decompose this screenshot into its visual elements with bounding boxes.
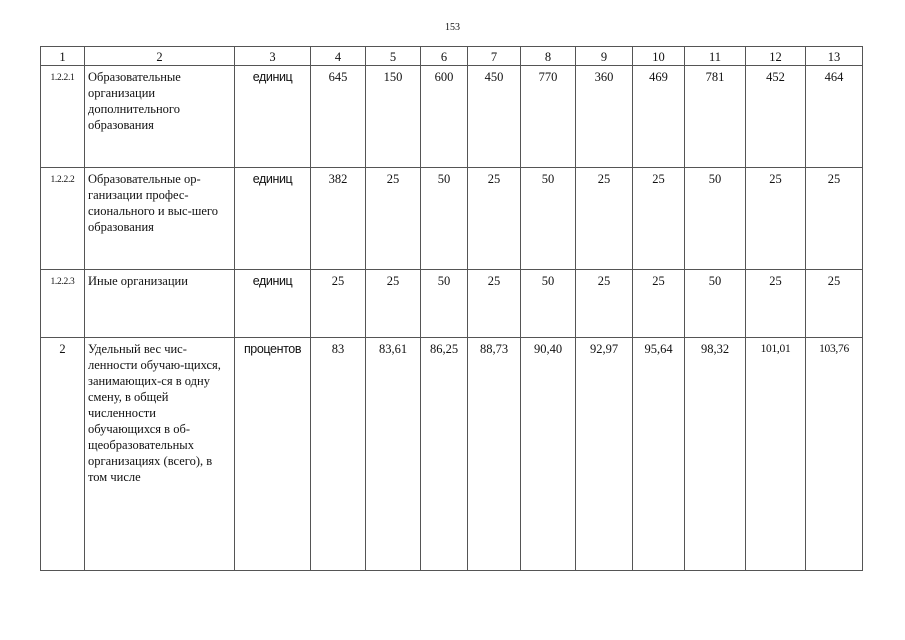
row-name: Иные организации xyxy=(85,270,235,338)
header-cell: 9 xyxy=(576,47,633,66)
value-cell: 25 xyxy=(311,270,366,338)
value-cell: 25 xyxy=(366,270,421,338)
value-cell: 92,97 xyxy=(576,338,633,571)
value-cell: 83,61 xyxy=(366,338,421,571)
header-cell: 3 xyxy=(235,47,311,66)
value-cell: 770 xyxy=(521,66,576,168)
value-cell: 50 xyxy=(521,270,576,338)
header-cell: 2 xyxy=(85,47,235,66)
header-cell: 11 xyxy=(685,47,746,66)
value-cell: 600 xyxy=(421,66,468,168)
value-cell: 25 xyxy=(633,168,685,270)
value-cell: 50 xyxy=(685,270,746,338)
value-cell: 98,32 xyxy=(685,338,746,571)
value-cell: 88,73 xyxy=(468,338,521,571)
value-cell: 25 xyxy=(746,270,806,338)
value-cell: 25 xyxy=(633,270,685,338)
header-cell: 12 xyxy=(746,47,806,66)
value-cell: 450 xyxy=(468,66,521,168)
header-cell: 10 xyxy=(633,47,685,66)
table-row xyxy=(41,338,863,571)
row-code: 2 xyxy=(41,338,85,571)
value-cell: 452 xyxy=(746,66,806,168)
value-cell: 25 xyxy=(576,168,633,270)
value-cell: 103,76 xyxy=(806,338,863,571)
value-cell: 95,64 xyxy=(633,338,685,571)
value-cell: 25 xyxy=(576,270,633,338)
row-code: 1.2.2.3 xyxy=(41,270,85,338)
row-unit: процентов xyxy=(235,338,311,571)
table-row xyxy=(41,270,863,338)
row-code: 1.2.2.1 xyxy=(41,66,85,168)
value-cell: 50 xyxy=(421,168,468,270)
value-cell: 50 xyxy=(685,168,746,270)
value-cell: 25 xyxy=(746,168,806,270)
value-cell: 25 xyxy=(806,270,863,338)
value-cell: 50 xyxy=(521,168,576,270)
header-cell: 1 xyxy=(41,47,85,66)
row-unit: единиц xyxy=(235,270,311,338)
row-name: Образовательные организации дополнительного образования xyxy=(85,66,235,168)
data-table xyxy=(40,46,863,571)
value-cell: 83 xyxy=(311,338,366,571)
header-cell: 7 xyxy=(468,47,521,66)
value-cell: 382 xyxy=(311,168,366,270)
value-cell: 360 xyxy=(576,66,633,168)
row-name: Удельный вес чис-ленности обучаю-щихся, занимающих-ся в одну смену, в общей численности обучающихся в об-щеобразовательных организациях (всего), в том числе xyxy=(85,338,235,571)
value-cell: 25 xyxy=(468,270,521,338)
value-cell: 645 xyxy=(311,66,366,168)
value-cell: 469 xyxy=(633,66,685,168)
table-row xyxy=(41,168,863,270)
header-cell: 6 xyxy=(421,47,468,66)
header-cell: 8 xyxy=(521,47,576,66)
value-cell: 25 xyxy=(468,168,521,270)
page-number: 153 xyxy=(445,22,460,33)
row-name: Образовательные ор-ганизации профес-сионального и выс-шего образования xyxy=(85,168,235,270)
header-cell: 4 xyxy=(311,47,366,66)
value-cell: 781 xyxy=(685,66,746,168)
row-code: 1.2.2.2 xyxy=(41,168,85,270)
value-cell: 101,01 xyxy=(746,338,806,571)
value-cell: 25 xyxy=(366,168,421,270)
value-cell: 464 xyxy=(806,66,863,168)
value-cell: 25 xyxy=(806,168,863,270)
value-cell: 50 xyxy=(421,270,468,338)
row-unit: единиц xyxy=(235,168,311,270)
row-unit: единиц xyxy=(235,66,311,168)
header-cell: 13 xyxy=(806,47,863,66)
value-cell: 90,40 xyxy=(521,338,576,571)
table-row xyxy=(41,66,863,168)
header-cell: 5 xyxy=(366,47,421,66)
value-cell: 86,25 xyxy=(421,338,468,571)
value-cell: 150 xyxy=(366,66,421,168)
header-row xyxy=(41,47,863,66)
